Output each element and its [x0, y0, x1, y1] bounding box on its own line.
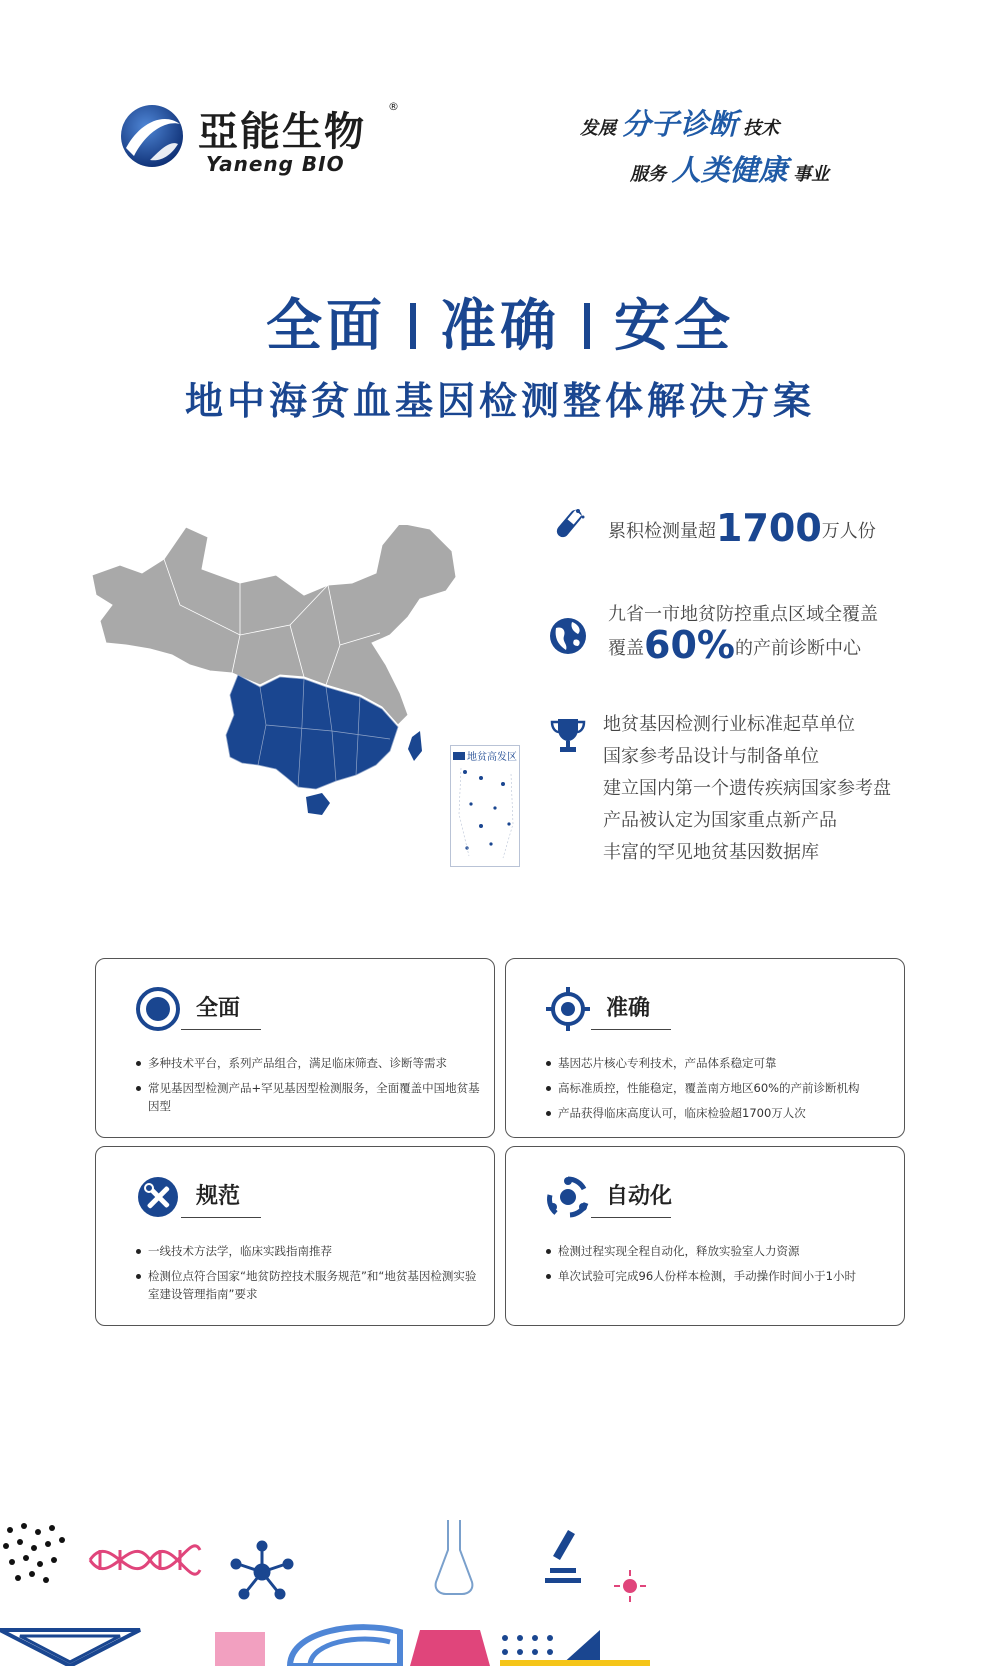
molecule-icon [232, 1542, 292, 1598]
automation-cycle-icon [546, 1175, 590, 1219]
yaneng-logo-icon [120, 104, 184, 168]
dna-helix-icon [90, 1546, 200, 1574]
flask-icon [436, 1520, 473, 1594]
keyword-separator [584, 303, 590, 349]
fact-detection-volume [548, 505, 968, 555]
title-underline [591, 1217, 671, 1218]
fact-1-text [608, 506, 876, 550]
slogan-2-highlight: 人类健康 [671, 153, 788, 187]
headline-keywords [0, 282, 1000, 362]
map-legend [450, 745, 520, 867]
card-list-item: 高标准质控，性能稳定，覆盖南方地区60%的产前诊断机构 [544, 1079, 894, 1097]
card-title: 准确 [606, 996, 651, 1021]
brand-name-cn: 亞能生物 [198, 109, 366, 155]
card-standardized [95, 1146, 495, 1326]
card-list [134, 1242, 484, 1310]
card-list-item: 产品获得临床高度认可，临床检验超1700万人次 [544, 1104, 894, 1122]
decorative-footer [0, 1520, 1000, 1666]
card-list-item: 检测位点符合国家“地贫防控技术服务规范”和“地贫基因检测实验室建设管理指南”要求 [134, 1267, 484, 1303]
fact-2-before: 覆盖 [608, 638, 644, 659]
fact-1-after: 万人份 [821, 521, 876, 542]
slogan-1-highlight: 分子诊断 [621, 107, 738, 141]
title-underline [181, 1217, 261, 1218]
geometric-shapes [0, 1627, 650, 1666]
keyword-separator [410, 303, 416, 349]
south-china-sea-inset [451, 764, 519, 864]
card-list-item: 多种技术平台，系列产品组合，满足临床筛查、诊断等需求 [134, 1054, 484, 1072]
brand-logo [120, 100, 400, 180]
legend-label: 地贫高发区 [453, 748, 517, 763]
card-list [544, 1242, 894, 1292]
slogan-2-prefix: 服务 [630, 164, 666, 185]
test-tube-icon [548, 505, 588, 545]
slogan-line-2 [630, 148, 829, 189]
trophy-icon [548, 715, 588, 755]
card-list [544, 1054, 894, 1129]
card-title: 自动化 [606, 1184, 673, 1209]
honor-item: 建立国内第一个遗传疾病国家参考盘 [603, 778, 891, 799]
card-list-item: 检测过程实现全程自动化，释放实验室人力资源 [544, 1242, 894, 1260]
virus-icon [614, 1570, 646, 1602]
fact-2-after: 的产前诊断中心 [734, 638, 861, 659]
key-facts [548, 505, 968, 875]
slogan-1-prefix: 发展 [580, 118, 616, 139]
globe-icon [548, 616, 588, 656]
card-list-item: 基因芯片核心专利技术，产品体系稳定可靠 [544, 1054, 894, 1072]
map-hainan-island [306, 793, 330, 815]
slogan-2-suffix: 事业 [793, 164, 830, 185]
map-taiwan-island [408, 731, 422, 761]
slogan-line-1 [580, 102, 779, 143]
crosshair-icon [546, 987, 590, 1031]
card-comprehensive [95, 958, 495, 1138]
card-list-item: 常见基因型检测产品+罕见基因型检测服务，全面覆盖中国地贫基因型 [134, 1079, 484, 1115]
honor-item: 丰富的罕见地贫基因数据库 [603, 842, 819, 863]
card-accurate [505, 958, 905, 1138]
header [0, 90, 1000, 190]
card-title: 全面 [196, 996, 241, 1021]
brand-name-en: Yaneng BIO [206, 152, 345, 176]
target-circle-icon [136, 987, 180, 1031]
dot-pattern [3, 1523, 65, 1583]
card-automation [505, 1146, 905, 1326]
registered-mark: ® [388, 100, 399, 113]
microscope-icon [545, 1530, 581, 1583]
fact-3-text [603, 709, 891, 869]
fact-1-number: 1700 [716, 506, 822, 550]
card-title: 规范 [196, 1184, 241, 1209]
card-list-item: 单次试验可完成96人份样本检测，手动操作时间小于1小时 [544, 1267, 894, 1285]
feature-cards [95, 958, 905, 1328]
honor-item: 地贫基因检测行业标准起草单位 [603, 714, 855, 735]
keyword-2: 准确 [440, 294, 560, 359]
fact-1-before: 累积检测量超 [608, 521, 716, 542]
keyword-1: 全面 [266, 294, 386, 359]
card-list [134, 1054, 484, 1122]
title-underline [591, 1029, 671, 1030]
tools-icon [136, 1175, 180, 1219]
honor-item: 国家参考品设计与制备单位 [603, 746, 819, 767]
fact-2-number: 60% [644, 623, 735, 667]
fact-coverage [548, 600, 968, 680]
fact-2-line-1: 九省一市地贫防控重点区域全覆盖 [608, 604, 878, 625]
headline-subtitle: 地中海贫血基因检测整体解决方案 [184, 379, 815, 423]
card-list-item: 一线技术方法学，临床实践指南推荐 [134, 1242, 484, 1260]
keyword-3: 安全 [614, 294, 734, 359]
slogan [580, 102, 900, 192]
fact-2-text [608, 600, 878, 667]
slogan-1-suffix: 技术 [743, 118, 780, 139]
honor-item: 产品被认定为国家重点新产品 [603, 810, 837, 831]
title-underline [181, 1029, 261, 1030]
fact-honors [548, 715, 968, 875]
